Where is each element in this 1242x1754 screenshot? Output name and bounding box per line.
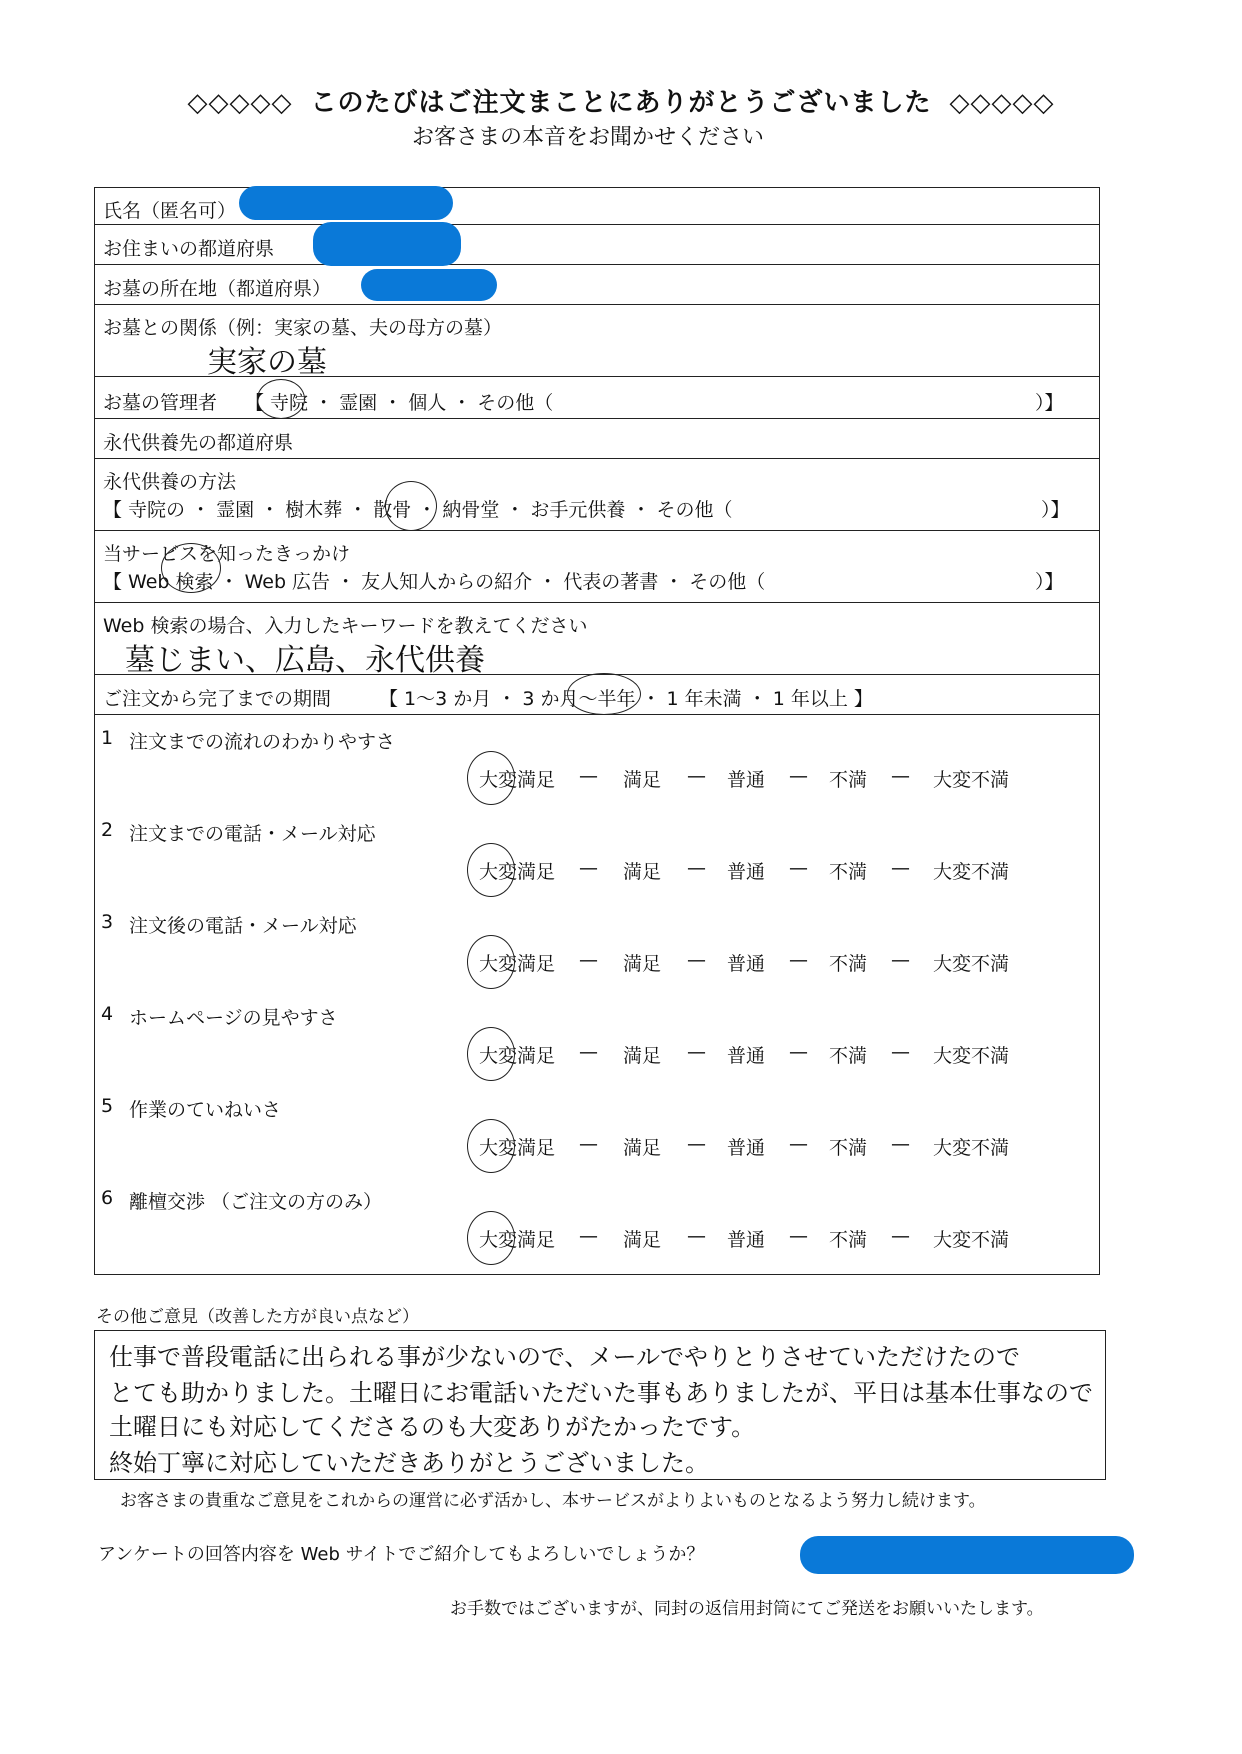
- scale-option[interactable]: 満足: [623, 861, 662, 883]
- comment-line: 土曜日にも対応してくださるのも大変ありがたかったです。: [109, 1413, 756, 1441]
- scale-option[interactable]: 満足: [623, 953, 662, 975]
- scale-dash: —: [687, 949, 706, 971]
- selected-rating-circle: [467, 1211, 515, 1265]
- row-eitai-prefecture: [95, 419, 1099, 459]
- question-number: 5: [101, 1095, 114, 1117]
- relation-label: お墓との関係（例：実家の墓、夫の母方の墓）: [103, 317, 503, 339]
- comment-line: 終始丁寧に対応していただきありがとうございました。: [109, 1449, 709, 1477]
- redacted-web-answer: [800, 1536, 1134, 1574]
- scale-dash: —: [579, 765, 598, 787]
- scale-option[interactable]: 大変不満: [933, 1045, 1010, 1067]
- scale-dash: —: [579, 1225, 598, 1247]
- question-number: 1: [101, 727, 114, 749]
- rating-question: [95, 1083, 1099, 1175]
- page-title: ◇◇◇◇◇ このたびはご注文まことにありがとうございました ◇◇◇◇◇: [187, 88, 1055, 118]
- survey-form: [94, 187, 1100, 1275]
- scale-dash: —: [687, 857, 706, 879]
- rating-question: [95, 715, 1099, 807]
- keyword-label: Web 検索の場合、入力したキーワードを教えてください: [103, 615, 588, 637]
- scale-dash: —: [687, 1041, 706, 1063]
- question-text: 作業のていねいさ: [129, 1099, 282, 1121]
- scale-option[interactable]: 普通: [727, 1045, 766, 1067]
- scale-option[interactable]: 大変満足: [479, 1137, 556, 1159]
- manager-label: お墓の管理者: [103, 392, 218, 414]
- scale-option[interactable]: 大変不満: [933, 953, 1010, 975]
- scale-dash: —: [789, 1041, 808, 1063]
- scale-option[interactable]: 大変満足: [479, 1229, 556, 1251]
- scale-option[interactable]: 不満: [829, 1229, 868, 1251]
- period-label: ご注文から完了までの期間: [103, 688, 332, 710]
- thanks-text: お客さまの貴重なご意見をこれからの運営に必ず活かし、本サービスがよりよいものとなるよう努力し続けます。: [120, 1491, 986, 1511]
- scale-option[interactable]: 満足: [623, 1229, 662, 1251]
- selected-rating-circle: [467, 1027, 515, 1081]
- scale-option[interactable]: 普通: [727, 953, 766, 975]
- selected-rating-circle: [467, 1119, 515, 1173]
- eitai-method-selected-circle: [385, 481, 437, 531]
- scale-option[interactable]: 大変満足: [479, 953, 556, 975]
- question-number: 6: [101, 1187, 114, 1209]
- scale-dash: —: [891, 857, 910, 879]
- prefecture-label: お住まいの都道府県: [103, 238, 275, 260]
- row-manager: [95, 377, 1099, 419]
- redacted-name: [239, 186, 453, 220]
- selected-rating-circle: [467, 751, 515, 805]
- scale-dash: —: [789, 857, 808, 879]
- scale-dash: —: [579, 1041, 598, 1063]
- scale-dash: —: [891, 765, 910, 787]
- scale-option[interactable]: 満足: [623, 1045, 662, 1067]
- scale-option[interactable]: 大変満足: [479, 1045, 556, 1067]
- scale-option[interactable]: 大変不満: [933, 1229, 1010, 1251]
- web-question: アンケートの回答内容を Web サイトでご紹介してもよろしいでしょうか？: [98, 1544, 705, 1565]
- rating-question: [95, 991, 1099, 1083]
- eitai-pref-label: 永代供養先の都道府県: [103, 432, 294, 454]
- scale-option[interactable]: 大変不満: [933, 769, 1010, 791]
- grave-location-label: お墓の所在地（都道府県）: [103, 278, 332, 300]
- row-eitai-method: [95, 459, 1099, 531]
- scale-option[interactable]: 不満: [829, 1137, 868, 1159]
- row-name: [95, 188, 1099, 225]
- eitai-method-label: 永代供養の方法: [103, 471, 237, 493]
- scale-option[interactable]: 満足: [623, 1137, 662, 1159]
- scale-dash: —: [891, 1225, 910, 1247]
- eitai-method-close: ）】: [1041, 499, 1070, 521]
- scale-dash: —: [687, 1133, 706, 1155]
- scale-option[interactable]: 大変満足: [479, 769, 556, 791]
- comment-line: 仕事で普段電話に出られる事が少ないので、メールでやりとりさせていただけたので: [109, 1343, 1021, 1371]
- scale-dash: —: [789, 1225, 808, 1247]
- scale-option[interactable]: 普通: [727, 861, 766, 883]
- eitai-method-options: 【 寺院の ・ 霊園 ・ 樹木葬 ・ 散骨 ・ 納骨堂 ・ お手元供養 ・ その他（: [103, 499, 733, 521]
- scale-dash: —: [891, 1041, 910, 1063]
- row-prefecture: [95, 225, 1099, 265]
- scale-dash: —: [579, 1133, 598, 1155]
- scale-option[interactable]: 不満: [829, 953, 868, 975]
- comments-box: [94, 1330, 1106, 1480]
- trigger-selected-circle: [161, 543, 221, 593]
- manager-close: ）】: [1035, 392, 1064, 414]
- question-number: 3: [101, 911, 114, 933]
- rating-question: [95, 1175, 1099, 1267]
- scale-dash: —: [687, 1225, 706, 1247]
- scale-option[interactable]: 満足: [623, 769, 662, 791]
- period-selected-circle: [567, 673, 641, 715]
- page-subtitle: お客さまの本音をお聞かせください: [411, 125, 764, 150]
- comment-line: とても助かりました。土曜日にお電話いただいた事もありましたが、平日は基本仕事なので: [109, 1379, 1093, 1407]
- scale-dash: —: [789, 765, 808, 787]
- row-keyword: [95, 603, 1099, 678]
- question-text: 注文後の電話・メール対応: [129, 915, 357, 937]
- return-note: お手数ではございますが、同封の返信用封筒にてご発送をお願いいたします。: [450, 1599, 1044, 1619]
- question-text: ホームページの見やすさ: [129, 1007, 338, 1029]
- name-label: 氏名（匿名可）: [103, 200, 237, 222]
- scale-option[interactable]: 普通: [727, 769, 766, 791]
- scale-dash: —: [789, 1133, 808, 1155]
- trigger-close: ）】: [1035, 571, 1064, 593]
- scale-option[interactable]: 大変満足: [479, 861, 556, 883]
- scale-option[interactable]: 不満: [829, 861, 868, 883]
- selected-rating-circle: [467, 843, 515, 897]
- question-text: 離檀交渉 （ご注文の方のみ）: [129, 1191, 383, 1213]
- row-grave-location: [95, 265, 1099, 305]
- scale-option[interactable]: 大変不満: [933, 1137, 1010, 1159]
- scale-option[interactable]: 普通: [727, 1229, 766, 1251]
- manager-options: 【 寺院 ・ 霊園 ・ 個人 ・ その他（: [245, 392, 554, 414]
- trigger-label: 当サービスを知ったきっかけ: [103, 543, 351, 565]
- scale-option[interactable]: 不満: [829, 1045, 868, 1067]
- scale-dash: —: [579, 857, 598, 879]
- question-number: 4: [101, 1003, 114, 1025]
- scale-option[interactable]: 不満: [829, 769, 868, 791]
- period-options: 【 1〜3 か月 ・ 3 か月〜半年 ・ 1 年未満 ・ 1 年以上 】: [379, 688, 873, 710]
- question-text: 注文までの電話・メール対応: [129, 823, 376, 845]
- scale-dash: —: [891, 1133, 910, 1155]
- rating-question: [95, 807, 1099, 899]
- row-relation: [95, 305, 1099, 380]
- scale-dash: —: [579, 949, 598, 971]
- scale-option[interactable]: 普通: [727, 1137, 766, 1159]
- manager-selected-circle: [257, 379, 305, 419]
- row-trigger: [95, 531, 1099, 603]
- redacted-prefecture: [313, 222, 461, 266]
- keyword-answer: 墓じまい、広島、永代供養: [125, 643, 485, 678]
- redacted-grave-location: [361, 269, 497, 301]
- scale-dash: —: [891, 949, 910, 971]
- question-text: 注文までの流れのわかりやすさ: [129, 731, 396, 753]
- rating-question: [95, 899, 1099, 991]
- row-period: [95, 675, 1099, 715]
- selected-rating-circle: [467, 935, 515, 989]
- relation-answer: 実家の墓: [207, 345, 327, 380]
- trigger-options: 【 Web 検索 ・ Web 広告 ・ 友人知人からの紹介 ・ 代表の著書 ・ その他（: [103, 571, 766, 593]
- scale-dash: —: [687, 765, 706, 787]
- comments-label: その他ご意見（改善した方が良い点など）: [96, 1307, 419, 1327]
- scale-option[interactable]: 大変不満: [933, 861, 1010, 883]
- question-number: 2: [101, 819, 114, 841]
- scale-dash: —: [789, 949, 808, 971]
